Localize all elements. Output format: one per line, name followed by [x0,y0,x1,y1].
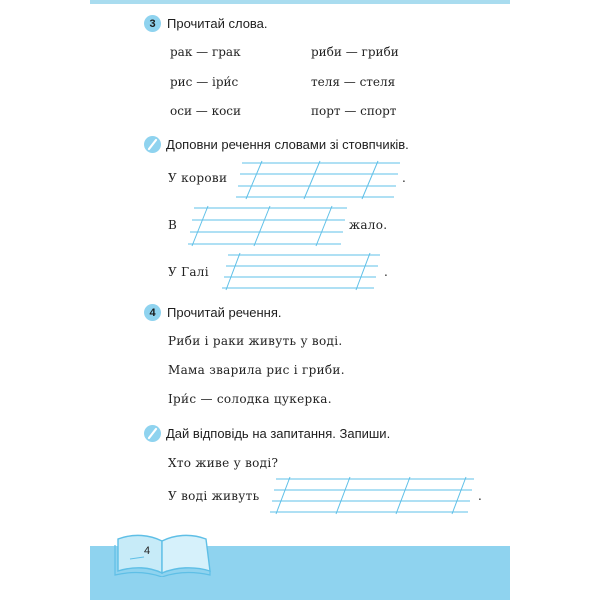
word-pair-2-right: теля — стеля [311,75,396,89]
task-4-header [144,304,282,321]
writing-lines-1[interactable] [232,160,402,200]
writing-lines-3[interactable] [218,252,383,292]
task-3-header [144,15,268,32]
sentence-2-start: В [168,218,178,232]
word-pair-3-right: порт — спорт [311,104,397,118]
open-book-icon [112,531,212,577]
word-pair-3-left: оси — коси [170,104,242,118]
answer-task-header [144,425,390,442]
sentence-2-end: жало. [349,218,388,232]
word-pair-2-left: рис — іри́с [170,75,239,89]
question-text: Хто живе у воді? [168,456,279,470]
answer-task-title: Дай відповідь на запитання. Запиши. [166,426,391,441]
task-3-badge: 3 [144,15,161,32]
reading-sentence-2: Мама зварила рис і гриби. [168,363,345,377]
reading-sentence-3: Іри́с — солодка цукерка. [168,392,332,406]
fill-in-task-header [144,136,409,153]
word-pair-1-left: рак — грак [170,45,241,59]
page-number: 4 [143,545,151,557]
word-pair-1-right: риби — гриби [311,45,399,59]
sentence-1-start: У корови [168,171,228,185]
fill-in-task-title: Доповни речення словами зі стовпчиків. [166,137,409,152]
answer-end: . [478,489,483,503]
sentence-1-end: . [402,171,407,185]
writing-lines-2[interactable] [184,205,349,247]
top-band [90,0,510,4]
task-4-badge: 4 [144,304,161,321]
task-3-title: Прочитай слова. [167,16,268,31]
pencil-icon [144,425,161,442]
sentence-3-end: . [384,265,389,279]
sentence-3-start: У Галі [168,265,209,279]
reading-sentence-1: Риби і раки живуть у воді. [168,334,343,348]
pencil-icon [144,136,161,153]
answer-start: У воді живуть [168,489,260,503]
task-4-title: Прочитай речення. [167,305,282,320]
writing-lines-4[interactable] [266,476,478,516]
